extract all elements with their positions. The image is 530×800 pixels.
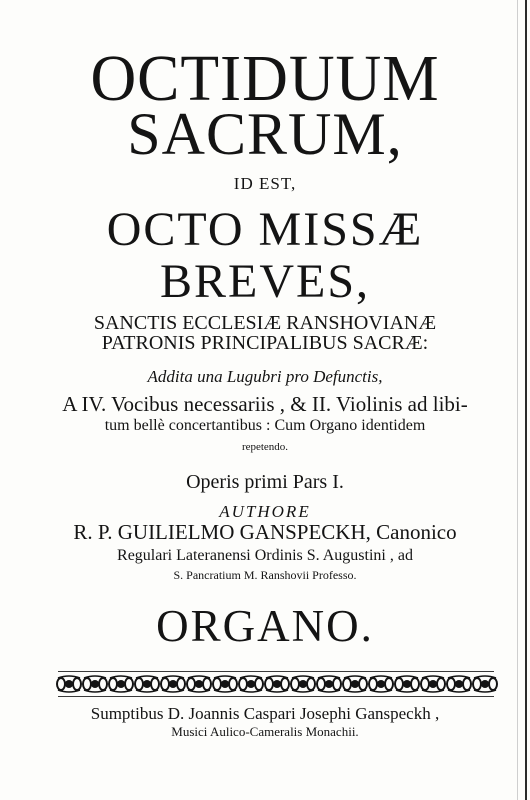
ornament-motif [369, 676, 393, 692]
ornament-bottom-rule [58, 696, 494, 697]
scoring-line-2: tum bellè concertantibus : Cum Organo identidem [104, 417, 426, 434]
scoring-line-3: repetendo. [241, 441, 289, 453]
ornament-motif [447, 676, 471, 692]
opus-line: Operis primi Pars I. [186, 471, 344, 493]
ornament-motif [421, 676, 445, 692]
title-line-octiduum: OCTIDUUM [90, 42, 440, 115]
imprint-line-2: Musici Aulico-Cameralis Monachii. [171, 724, 359, 739]
floral-ornament-icon [56, 675, 498, 693]
author-place-line: S. Pancratium M. Ranshovii Professo. [173, 568, 357, 582]
ornament-motif [239, 676, 263, 692]
ornament-motif [343, 676, 367, 692]
imprint-line-1: Sumptibus D. Joannis Caspari Josephi Ganspeckh , [90, 704, 440, 723]
ornament-motif [395, 676, 419, 692]
author-order-line: Regulari Lateranensi Ordinis S. Augustini , ad [117, 547, 413, 564]
ornament-motif [83, 676, 107, 692]
ornament-motif [161, 676, 185, 692]
ornament-motif [317, 676, 341, 692]
scoring-line-1: A IV. Vocibus necessariis , & II. Violinis ad libi- [62, 392, 468, 416]
ornament-motif [135, 676, 159, 692]
ornament-motif [187, 676, 211, 692]
dedication-line-2: PATRONIS PRINCIPALIBUS SACRÆ: [101, 332, 429, 354]
title-line-sacrum: SACRUM, [127, 101, 403, 167]
title-line-id-est: ID EST, [233, 174, 297, 193]
ornament-top-rule [58, 671, 494, 672]
author-heading: AUTHORE [219, 502, 311, 521]
title-line-breves: BREVES, [159, 255, 371, 308]
ornament-motif [109, 676, 133, 692]
ornament-motif [265, 676, 289, 692]
ornament-motif [213, 676, 237, 692]
ornament-motif [291, 676, 315, 692]
addition-line: Addita una Lugubri pro Defunctis, [147, 367, 383, 386]
dedication-line-1: SANCTIS ECCLESIÆ RANSHOVIANÆ [93, 312, 437, 334]
ornament-motif [57, 676, 81, 692]
ornament-motif [473, 676, 497, 692]
author-name-line: R. P. GUILIELMO GANSPECKH, Canonico [73, 520, 457, 544]
title-line-octo-missae: OCTO MISSÆ [106, 203, 424, 256]
part-name-organo: ORGANO. [156, 601, 374, 651]
